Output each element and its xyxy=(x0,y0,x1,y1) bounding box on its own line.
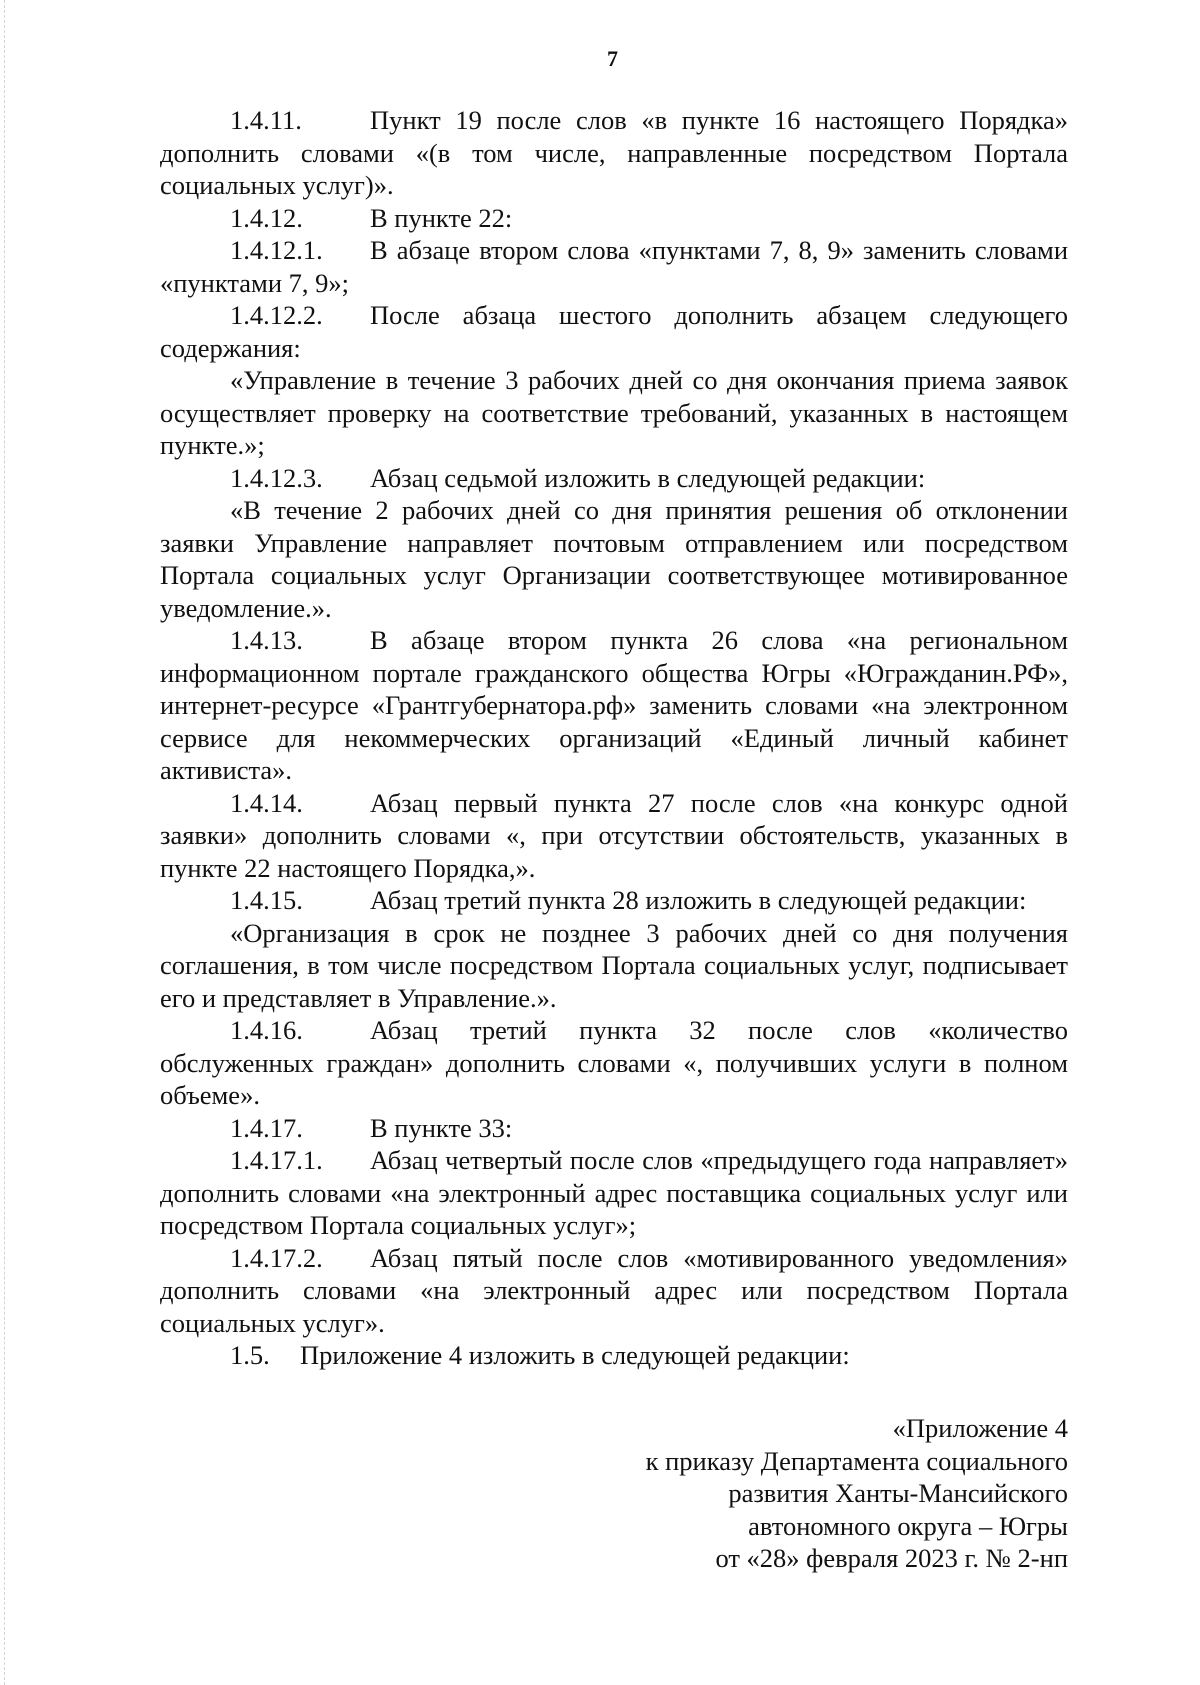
paragraph-text: «Организация в срок не позднее 3 рабочих дней со дня получения соглашения, в том числе посредством Портала социальных услуг, подписывает его и представляет в Управление.». xyxy=(160,917,1068,1013)
paragraph-text: «В течение 2 рабочих дней со дня принятия решения об отклонении заявки Управление направляет почтовым отправлением или посредством Портала социальных услуг Организации соответствующее мотивированное уведомление.». xyxy=(160,495,1068,623)
paragraph-text: Абзац первый пункта 27 после слов «на конкурс одной заявки» дополнить словами «, при отсутствии обстоятельств, указанных в пункте 22 настоящего Порядка,». xyxy=(160,787,1068,883)
appendix-region: автономного округа – Югры xyxy=(748,1510,1068,1541)
paragraph-number: 1.4.17.2. xyxy=(230,1242,323,1273)
paragraph-number: 1.4.12.3. xyxy=(230,462,323,493)
paragraph-number: 1.4.15. xyxy=(230,885,303,915)
paragraph-text: В пункте 33: xyxy=(370,1112,513,1143)
paragraph-1-4-17-2 xyxy=(160,1242,1068,1340)
paragraph-text: Абзац четвертый после слов «предыдущего года направляет» дополнить словами «на электронный адрес поставщика социальных услуг или посредством Портала социальных услуг»; xyxy=(160,1145,1068,1240)
paragraph-1-5 xyxy=(160,1339,1068,1372)
paragraph-text: «Управление в течение 3 рабочих дней со дня окончания приема заявок осуществляет проверку на соответствие требований, указанных в настоящем пункте.»; xyxy=(160,365,1068,460)
appendix-order-ref: к приказу Департамента социального xyxy=(645,1445,1068,1476)
page-edge-mark xyxy=(4,0,5,1685)
paragraph-number: 1.4.12.1. xyxy=(230,235,323,265)
quoted-paragraph xyxy=(160,917,1068,1015)
paragraph-text: Абзац пятый после слов «мотивированного уведомления» дополнить словами «на электронный адрес или посредством Портала социальных услуг». xyxy=(160,1242,1068,1338)
paragraph-1-4-12-1 xyxy=(160,234,1068,299)
paragraph-text: В абзаце втором слова «пунктами 7, 8, 9» заменить словами «пунктами 7, 9»; xyxy=(160,235,1068,298)
paragraph-number: 1.4.12. xyxy=(230,202,303,233)
paragraph-text: Абзац третий пункта 28 изложить в следующей редакции: xyxy=(370,885,1027,915)
paragraph-text: В абзаце втором пункта 26 слова «на региональном информационном портале гражданского общества Югры «Югражданин.РФ», интернет-ресурсе «Грантгубернатора.рф» заменить словами «на электронном сервисе для некоммерческих организаций «Единый личный кабинет активиста». xyxy=(160,625,1068,785)
paragraph-text: Абзац третий пункта 32 после слов «количество обслуженных граждан» дополнить словами «, получивших услуги в полном объеме». xyxy=(160,1015,1068,1110)
appendix-heading xyxy=(646,1412,1068,1575)
paragraph-text: В пункте 22: xyxy=(370,202,513,233)
paragraph-1-4-11 xyxy=(160,104,1068,202)
appendix-title: «Приложение 4 xyxy=(892,1413,1068,1443)
paragraph-1-4-12-2 xyxy=(160,299,1068,364)
document-body xyxy=(160,104,1068,1372)
paragraph-number: 1.5. xyxy=(230,1340,270,1370)
paragraph-1-4-17-1 xyxy=(160,1144,1068,1242)
paragraph-number: 1.4.17.1. xyxy=(230,1145,323,1175)
paragraph-1-4-12 xyxy=(160,202,1068,235)
paragraph-1-4-16 xyxy=(160,1014,1068,1112)
paragraph-number: 1.4.11. xyxy=(230,105,302,135)
paragraph-number: 1.4.14. xyxy=(230,787,303,818)
paragraph-1-4-13 xyxy=(160,624,1068,787)
paragraph-text: Пункт 19 после слов «в пункте 16 настоящего Порядка» дополнить словами «(в том числе, направленные посредством Портала социальных услуг)». xyxy=(160,105,1068,200)
paragraph-1-4-15 xyxy=(160,884,1068,917)
page-number: 7 xyxy=(607,46,618,71)
paragraph-1-4-17 xyxy=(160,1112,1068,1145)
paragraph-text: Приложение 4 изложить в следующей редакции: xyxy=(300,1340,850,1370)
appendix-date-number: от «28» февраля 2023 г. № 2-нп xyxy=(715,1543,1068,1573)
paragraph-number: 1.4.16. xyxy=(230,1015,303,1045)
paragraph-text: Абзац седьмой изложить в следующей редакции: xyxy=(370,462,926,493)
quoted-paragraph xyxy=(160,364,1068,462)
paragraph-number: 1.4.13. xyxy=(230,625,303,655)
quoted-paragraph xyxy=(160,494,1068,624)
appendix-department: развития Ханты-Мансийского xyxy=(728,1478,1068,1508)
paragraph-1-4-14 xyxy=(160,787,1068,885)
paragraph-text: После абзаца шестого дополнить абзацем следующего содержания: xyxy=(160,300,1068,363)
paragraph-1-4-12-3 xyxy=(160,462,1068,495)
paragraph-number: 1.4.12.2. xyxy=(230,300,323,330)
paragraph-number: 1.4.17. xyxy=(230,1112,303,1143)
